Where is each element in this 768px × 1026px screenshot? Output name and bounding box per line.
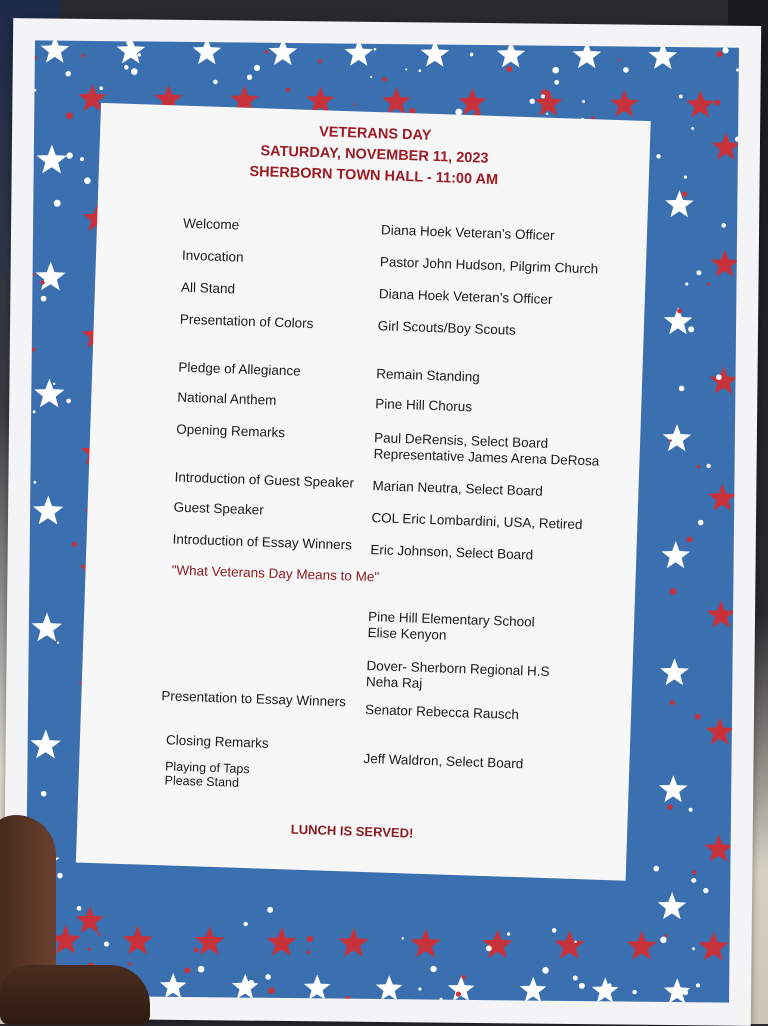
- speckle-dot: [382, 77, 387, 82]
- speckle-dot: [84, 177, 91, 184]
- red-star: [705, 717, 734, 744]
- holding-finger: [0, 965, 150, 1025]
- white-star: [232, 973, 259, 999]
- speckle-dot: [507, 932, 510, 935]
- speckle-dot: [582, 100, 585, 103]
- speckle-dot: [696, 983, 700, 987]
- white-star: [33, 495, 64, 524]
- program-person-secondary: Representative James Arena DeRosa: [373, 446, 600, 469]
- white-star: [496, 40, 525, 67]
- program-person: Remain Standing: [375, 366, 481, 385]
- white-star: [376, 975, 403, 1001]
- white-star: [36, 144, 67, 173]
- program-item: All Stand: [180, 279, 236, 297]
- speckle-dot: [41, 296, 47, 302]
- program-item: Introduction of Guest Speaker: [174, 469, 355, 491]
- speckle-dot: [703, 888, 708, 893]
- white-star: [30, 729, 61, 758]
- white-star: [304, 974, 331, 1000]
- speckle-dot: [33, 410, 36, 413]
- speckle-dot: [405, 68, 407, 70]
- speckle-dot: [682, 192, 687, 197]
- program-item: Welcome: [182, 215, 240, 233]
- program-item: Closing Remarks: [165, 732, 269, 751]
- program-person: Diana Hoek Veteran’s Officer: [380, 222, 555, 243]
- taps-line: Playing of Taps: [164, 759, 250, 777]
- speckle-dot: [57, 642, 59, 644]
- speckle-dot: [267, 907, 273, 913]
- title-line-1: VETERANS DAY: [318, 124, 432, 144]
- speckle-dot: [307, 936, 313, 942]
- speckle-dot: [352, 103, 354, 105]
- red-star: [709, 366, 738, 393]
- red-star: [458, 88, 487, 115]
- speckle-dot: [307, 951, 311, 955]
- program-person: Girl Scouts/Boy Scouts: [377, 318, 517, 338]
- speckle-dot: [345, 996, 350, 1001]
- speckle-dot: [374, 48, 377, 51]
- program-person: Diana Hoek Veteran’s Officer: [378, 286, 553, 307]
- speckle-dot: [618, 59, 620, 61]
- speckle-dot: [685, 282, 688, 285]
- speckle-dot: [506, 66, 512, 72]
- speckle-dot: [77, 906, 82, 911]
- program-person: Eric Johnson, Select Board: [370, 542, 534, 563]
- speckle-dot: [124, 65, 129, 70]
- speckle-dot: [656, 154, 660, 158]
- red-star: [382, 87, 411, 114]
- program-item: Presentation of Colors: [179, 311, 314, 332]
- speckle-dot: [430, 966, 436, 972]
- program-item: Guest Speaker: [173, 499, 264, 518]
- program-item: Presentation to Essay Winners: [161, 688, 347, 710]
- speckle-dot: [707, 283, 710, 286]
- speckle-dot: [735, 137, 739, 142]
- speckle-dot: [184, 967, 190, 973]
- essay-winner-school: Dover- Sherborn Regional H.S: [366, 658, 550, 680]
- speckle-dot: [66, 112, 73, 119]
- speckle-dot: [691, 878, 696, 883]
- speckle-dot: [667, 805, 672, 810]
- speckle-dot: [104, 941, 109, 946]
- white-star: [661, 541, 690, 568]
- speckle-dot: [72, 542, 77, 547]
- speckle-dot: [697, 465, 700, 468]
- red-star: [704, 834, 733, 861]
- program-person: Paul DeRensis, Select Board: [373, 430, 549, 451]
- speckle-dot: [579, 983, 585, 989]
- speckle-dot: [98, 933, 101, 936]
- white-star: [40, 40, 69, 62]
- program-content: [76, 103, 651, 881]
- lunch-notice: LUNCH IS SERVED!: [290, 821, 414, 841]
- red-star: [410, 928, 441, 957]
- speckle-dot: [716, 51, 722, 57]
- speckle-dot: [552, 67, 559, 74]
- speckle-dot: [623, 67, 629, 73]
- speckle-dot: [692, 947, 695, 950]
- speckle-dot: [692, 870, 696, 874]
- speckle-dot: [552, 928, 557, 933]
- speckle-dot: [691, 127, 694, 130]
- speckle-dot: [194, 948, 199, 953]
- program-item: Opening Remarks: [176, 421, 286, 441]
- speckle-dot: [722, 47, 728, 53]
- speckle-dot: [529, 99, 534, 104]
- speckle-dot: [698, 520, 704, 526]
- speckle-dot: [65, 71, 70, 76]
- speckle-dot: [57, 873, 63, 879]
- red-star: [266, 927, 297, 956]
- speckle-dot: [254, 65, 260, 71]
- speckle-dot: [32, 348, 36, 352]
- white-star: [268, 40, 297, 65]
- speckle-dot: [370, 76, 372, 78]
- white-star: [160, 973, 187, 999]
- speckle-dot: [418, 69, 421, 72]
- program-person: COL Eric Lombardini, USA, Retired: [371, 510, 583, 533]
- speckle-dot: [66, 399, 71, 404]
- speckle-dot: [138, 53, 141, 56]
- speckle-dot: [688, 326, 694, 332]
- speckle-dot: [695, 714, 701, 720]
- title-line-3: SHERBORN TOWN HALL - 11:00 AM: [249, 163, 499, 189]
- speckle-dot: [265, 50, 269, 54]
- speckle-dot: [286, 88, 290, 92]
- red-star: [712, 132, 739, 159]
- speckle-dot: [687, 537, 693, 543]
- speckle-dot: [318, 59, 322, 63]
- speckle-dot: [653, 866, 659, 872]
- speckle-dot: [66, 152, 72, 158]
- program-item: Introduction of Essay Winners: [172, 531, 353, 553]
- taps-line: Please Stand: [164, 773, 240, 790]
- white-star: [35, 261, 66, 290]
- program-person: Jeff Waldron, Select Board: [363, 750, 524, 772]
- program-person: Marian Neutra, Select Board: [372, 478, 544, 499]
- speckle-dot: [684, 175, 687, 178]
- speckle-dot: [714, 100, 720, 106]
- speckle-dot: [131, 68, 138, 75]
- essay-winner-name: Elise Kenyon: [367, 625, 447, 643]
- program-item: National Anthem: [177, 389, 277, 408]
- white-star: [736, 979, 739, 1003]
- essay-winner-school: Pine Hill Elementary School: [367, 609, 535, 630]
- speckle-dot: [470, 53, 474, 57]
- speckle-dot: [265, 974, 271, 980]
- red-star: [194, 926, 225, 955]
- speckle-dot: [54, 200, 61, 207]
- speckle-dot: [670, 588, 677, 595]
- speckle-dot: [632, 990, 636, 994]
- speckle-dot: [706, 464, 710, 468]
- program-item: Invocation: [181, 247, 244, 265]
- speckle-dot: [88, 948, 91, 951]
- white-star: [662, 424, 691, 451]
- speckle-dot: [439, 998, 442, 1001]
- speckle-dot: [679, 386, 685, 392]
- speckle-dot: [80, 157, 84, 161]
- red-star: [710, 249, 739, 276]
- red-star: [626, 931, 657, 960]
- white-star: [648, 42, 677, 69]
- speckle-dot: [34, 89, 36, 91]
- speckle-dot: [546, 113, 548, 115]
- program-sheet: [3, 18, 761, 1026]
- red-star: [610, 89, 639, 116]
- speckle-dot: [660, 937, 666, 943]
- speckle-dot: [721, 223, 726, 228]
- program-person: Pastor John Hudson, Pilgrim Church: [379, 254, 599, 277]
- red-star: [708, 483, 737, 510]
- white-star: [520, 976, 547, 1002]
- speckle-dot: [81, 54, 85, 58]
- red-star: [698, 931, 729, 960]
- white-star: [658, 892, 687, 919]
- red-star: [554, 930, 585, 959]
- white-star: [448, 976, 475, 1002]
- speckle-dot: [247, 74, 252, 79]
- white-star: [420, 40, 449, 66]
- speckle-dot: [128, 962, 131, 965]
- red-star: [686, 90, 715, 117]
- red-star: [534, 89, 563, 116]
- white-star: [344, 40, 373, 66]
- white-star: [192, 40, 221, 64]
- speckle-dot: [542, 967, 549, 974]
- speckle-dot: [268, 987, 275, 994]
- red-star: [122, 925, 153, 954]
- white-star: [592, 977, 619, 1002]
- red-star: [338, 928, 369, 957]
- speckle-dot: [679, 95, 683, 99]
- program-title: [99, 115, 651, 196]
- speckle-dot: [689, 808, 693, 812]
- white-star: [32, 612, 63, 641]
- program-person: Pine Hill Chorus: [374, 396, 473, 415]
- white-star: [572, 41, 601, 68]
- speckle-dot: [554, 80, 559, 85]
- white-star: [34, 378, 65, 407]
- speckle-dot: [34, 56, 37, 59]
- speckle-dot: [33, 481, 36, 484]
- speckle-dot: [213, 80, 218, 85]
- program-item: Pledge of Allegiance: [178, 359, 301, 379]
- speckle-dot: [573, 976, 578, 981]
- speckle-dot: [41, 791, 47, 797]
- white-star: [660, 658, 689, 685]
- red-star: [707, 600, 736, 627]
- essay-winner-name: Neha Raj: [365, 674, 423, 691]
- speckle-dot: [418, 987, 421, 990]
- speckle-dot: [32, 273, 35, 276]
- speckle-dot: [198, 966, 205, 973]
- speckle-dot: [696, 270, 701, 275]
- speckle-dot: [670, 700, 675, 705]
- speckle-dot: [99, 86, 103, 90]
- title-line-2: SATURDAY, NOVEMBER 11, 2023: [260, 143, 489, 167]
- speckle-dot: [243, 922, 247, 926]
- speckle-dot: [736, 68, 739, 71]
- white-star: [665, 190, 694, 217]
- speckle-dot: [53, 383, 55, 385]
- white-star: [659, 775, 688, 802]
- essay-topic: "What Veterans Day Means to Me": [171, 562, 380, 585]
- speckle-dot: [402, 937, 404, 939]
- program-person: Senator Rebecca Rausch: [364, 701, 520, 723]
